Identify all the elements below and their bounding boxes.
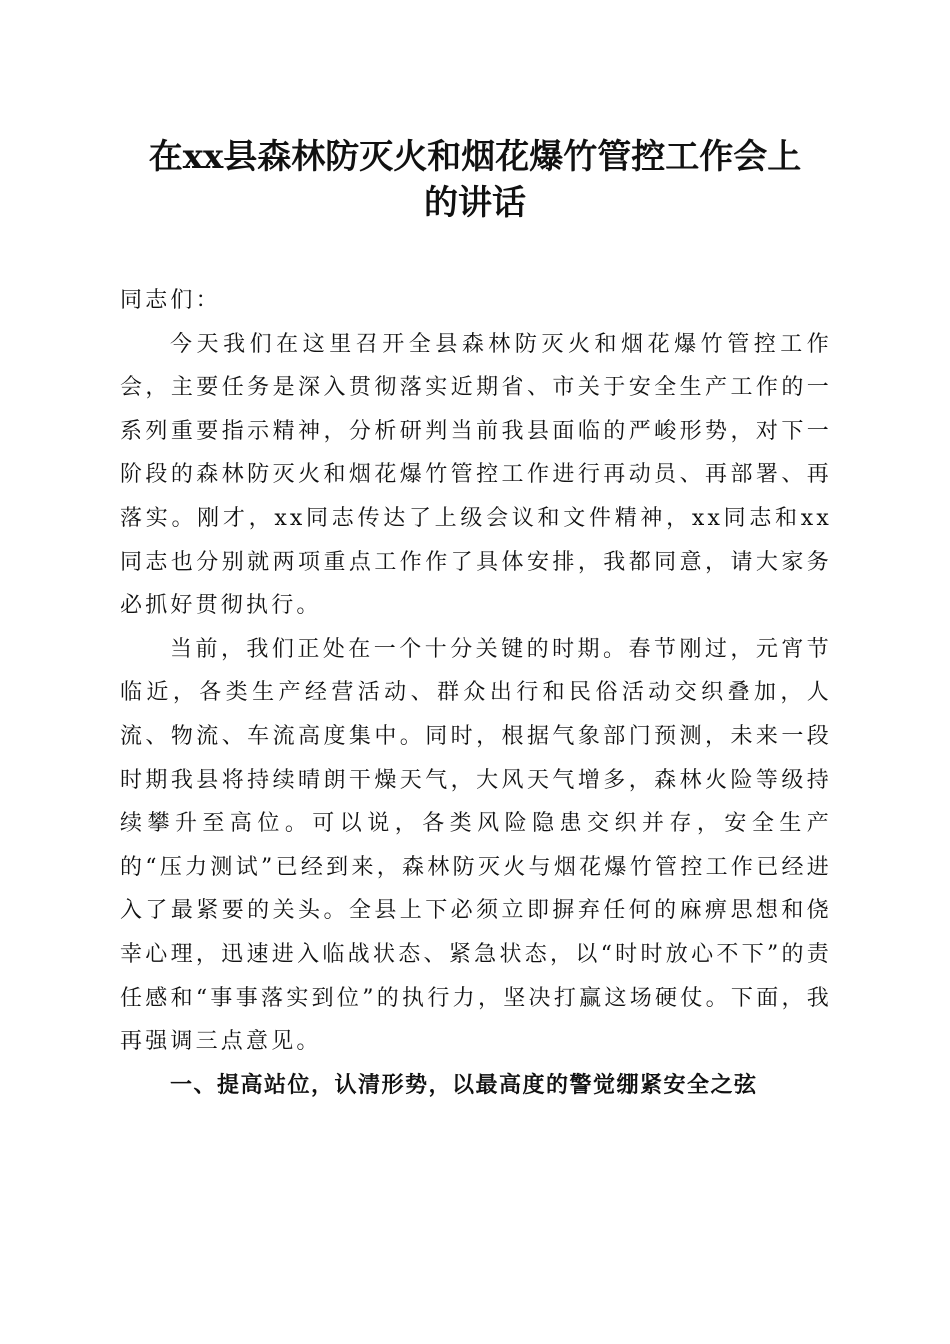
title-line-2: 的讲话 — [424, 183, 526, 223]
document-body — [120, 279, 832, 1107]
section-heading-1: 一、提高站位，认清形势，以最高度的警觉绷紧安全之弦 — [170, 1072, 758, 1098]
paragraph-2: 当前，我们正处在一个十分关键的时期。春节刚过，元宵节临近，各类生产经营活动、群众出行和民俗活动交织叠加，人流、物流、车流高度集中。同时，根据气象部门预测，未来一段时期我县将持续晴朗干燥天气，大风天气增多，森林火险等级持续攀升至高位。可以说，各类风险隐患交织并存，安全生产的“压力测试”已经到来，森林防灭火与烟花爆竹管控工作已经进入了最紧要的关头。全县上下必须立即摒弃任何的麻痹思想和侥幸心理，迅速进入临战状态、紧急状态，以“时时放心不下”的责任感和“事事落实到位”的执行力，坚决打赢这场硬仗。下面，我再强调三点意见。 — [120, 636, 832, 1055]
paragraph-1: 今天我们在这里召开全县森林防灭火和烟花爆竹管控工作会，主要任务是深入贯彻落实近期省、市关于安全生产工作的一系列重要指示精神，分析研判当前我县面临的严峻形势，对下一阶段的森林防灭火和烟花爆竹管控工作进行再动员、再部署、再落实。刚才，xx同志传达了上级会议和文件精神，xx同志和xx同志也分别就两项重点工作作了具体安排，我都同意，请大家务必抓好贯彻执行。 — [120, 331, 832, 619]
document-title — [110, 134, 840, 226]
title-line-1: 在xx县森林防灭火和烟花爆竹管控工作会上 — [148, 137, 802, 177]
salutation: 同志们： — [120, 288, 221, 313]
